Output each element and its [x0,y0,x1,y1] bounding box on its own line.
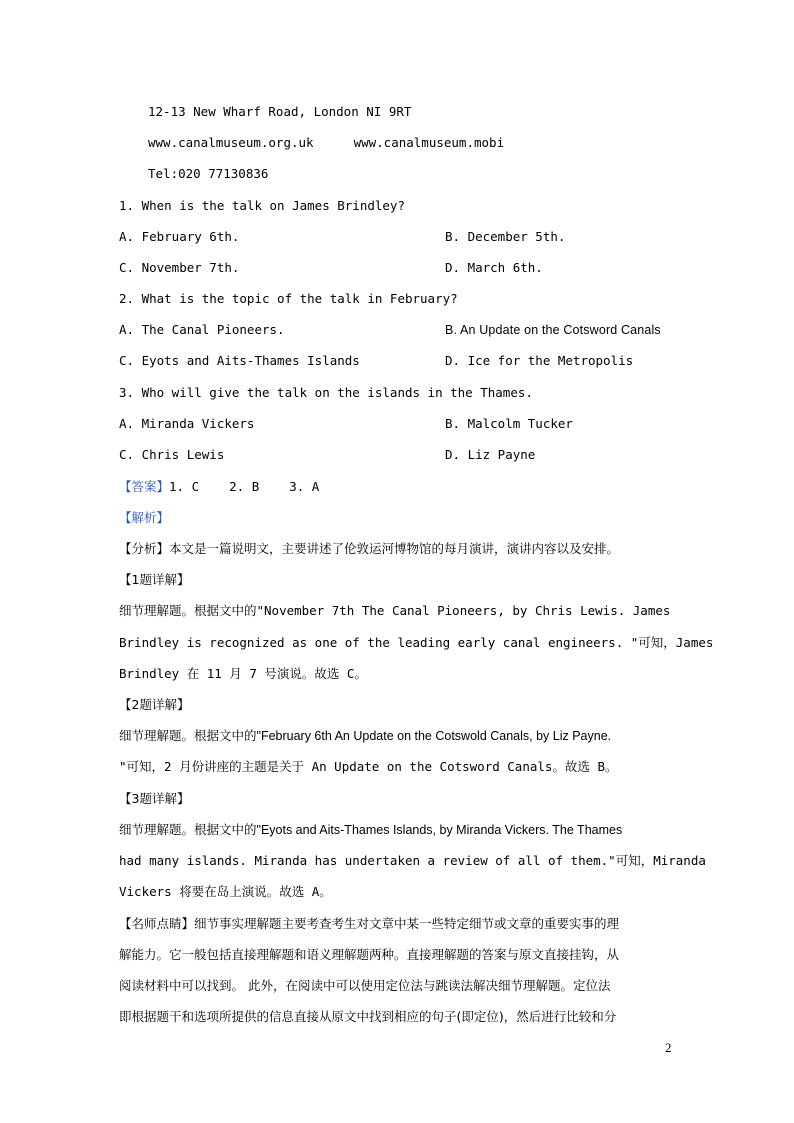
question-3-option-d: D. Liz Payne [445,447,536,462]
summary-line [119,539,619,559]
museum-telephone: Tel:020 77130836 [148,166,269,181]
detail-1-title: 【1题详解】 [119,572,190,587]
detail-2-title: 【2题详解】 [119,697,190,712]
detail-2-line-1: 细节理解题。根据文中的"February 6th An Update on the Cotswold Canals, by Liz Payne. [119,729,612,743]
question-2-option-c: C. Eyots and Aits-Thames Islands [119,353,360,368]
tip-line-1 [119,914,619,934]
website-org: www.canalmuseum.org.uk [148,135,314,150]
answer-2: 2. B [229,479,260,494]
museum-websites [148,133,504,153]
page-number: 2 [665,1040,672,1055]
tip-tag: 【名师点睛】 [119,916,195,931]
question-2-option-b: B. An Update on the Cotsword Canals [445,323,661,337]
question-3-option-c: C. Chris Lewis [119,447,225,462]
museum-address: 12-13 New Wharf Road, London NI 9RT [148,104,412,119]
tip-line-2: 解能力。它一般包括直接理解题和语义理解题两种。直接理解题的答案与原文直接挂钩，从 [119,947,620,962]
question-1-option-a: A. February 6th. [119,229,240,244]
question-1-option-d: D. March 6th. [445,260,543,275]
question-2-stem: 2. What is the topic of the talk in February? [119,291,458,306]
answer-tag: 【答案】 [119,479,170,494]
analysis-tag: 【解析】 [119,510,170,525]
website-mobi: www.canalmuseum.mobi [353,135,505,150]
detail-2-line-2: "可知，2 月份讲座的主题是关于 An Update on the Cotsword Canals。故选 B。 [119,759,618,774]
question-1-option-c: C. November 7th. [119,260,240,275]
summary-text: 本文是一篇说明文，主要讲述了伦敦运河博物馆的每月演讲，演讲内容以及安排。 [169,541,620,556]
question-3-stem: 3. Who will give the talk on the islands in the Thames. [119,385,533,400]
detail-3-line-2: had many islands. Miranda has undertaken a review of all of them."可知，Miranda [119,853,706,868]
answer-line [119,477,319,497]
question-1-option-b: B. December 5th. [445,229,566,244]
question-3-option-a: A. Miranda Vickers [119,416,255,431]
detail-3-line-1: 细节理解题。根据文中的"Eyots and Aits-Thames Islands, by Miranda Vickers. The Thames [119,823,623,837]
question-2-option-a: A. The Canal Pioneers. [119,322,285,337]
detail-1-line-2: Brindley is recognized as one of the leading early canal engineers. "可知，James [119,635,714,650]
answer-3: 3. A [289,479,320,494]
detail-1-line-3: Brindley 在 11 月 7 号演说。故选 C。 [119,666,367,681]
tip-text-1: 细节事实理解题主要考查考生对文章中某一些特定细节或文章的重要实事的理 [194,916,620,931]
question-2-option-d: D. Ice for the Metropolis [445,353,634,368]
tip-line-4: 即根据题干和选项所提供的信息直接从原文中找到相应的句子(即定位)，然后进行比较和分 [119,1009,617,1024]
detail-3-line-3: Vickers 将要在岛上演说。故选 A。 [119,884,332,899]
summary-tag: 【分析】 [119,541,170,556]
detail-3-title: 【3题详解】 [119,791,190,806]
answer-1: 1. C [169,479,200,494]
detail-1-line-1: 细节理解题。根据文中的"November 7th The Canal Pioneers, by Chris Lewis. James [119,603,671,618]
question-3-option-b: B. Malcolm Tucker [445,416,573,431]
tip-line-3: 阅读材料中可以找到。 此外，在阅读中可以使用定位法与跳读法解决细节理解题。定位法 [119,978,611,993]
question-1-stem: 1. When is the talk on James Brindley? [119,198,405,213]
